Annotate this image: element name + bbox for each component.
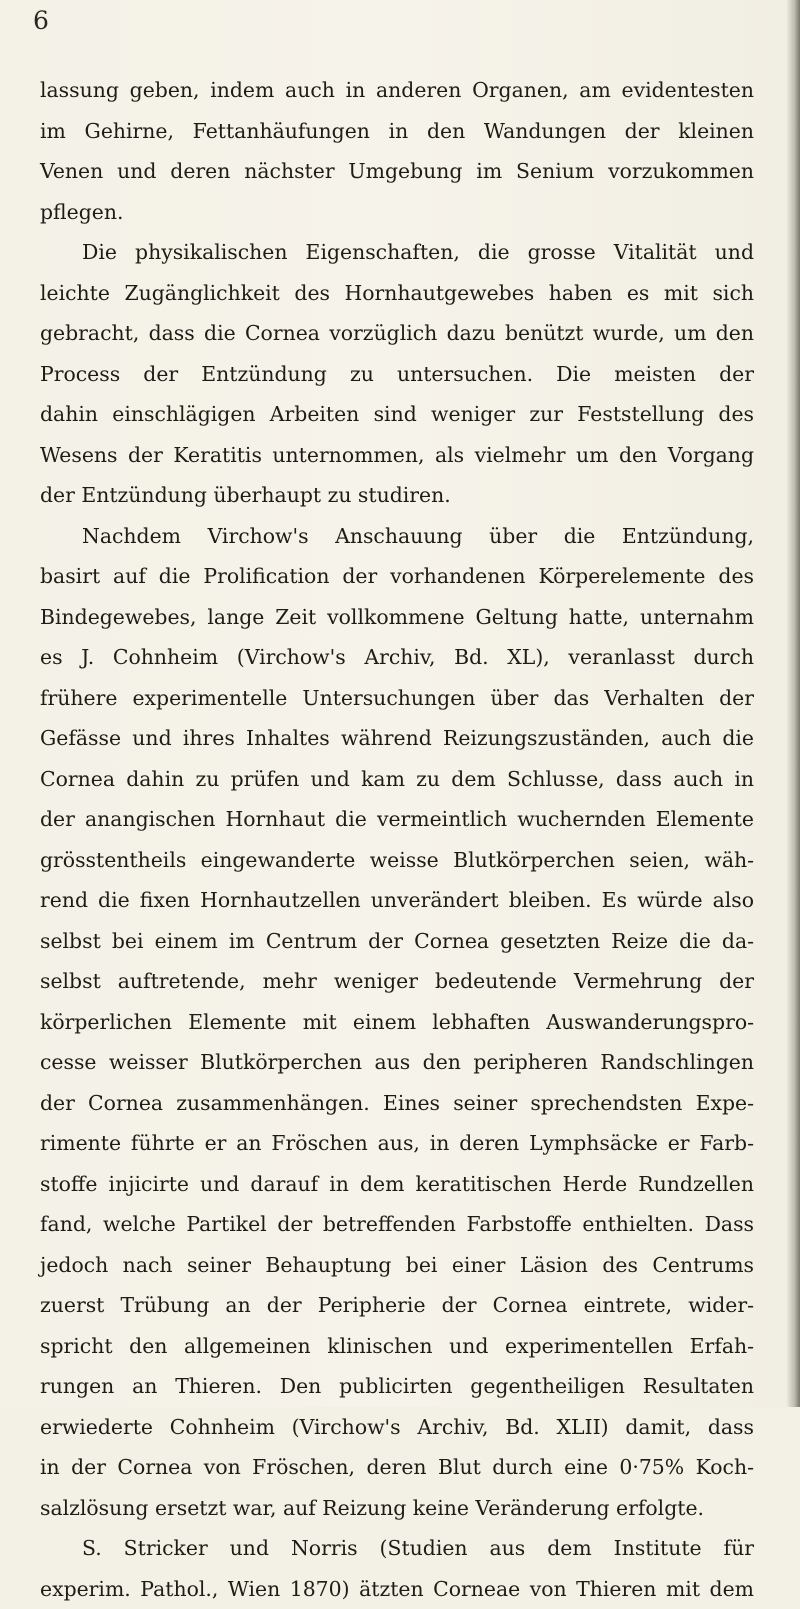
text-line: pflegen. — [40, 192, 754, 233]
text-line: körperlichen Elemente mit einem lebhaften Auswanderungspro- — [40, 1002, 754, 1043]
page-edge-shadow — [786, 0, 800, 1407]
text-line: Nachdem Virchow's Anschauung über die Entzündung, — [40, 516, 754, 557]
text-line: der Entzündung überhaupt zu studiren. — [40, 475, 754, 516]
text-line: Gefässe und ihres Inhaltes während Reizungszuständen, auch die — [40, 718, 754, 759]
text-line: der anangischen Hornhaut die vermeintlich wuchernden Elemente — [40, 799, 754, 840]
text-line: in der Cornea von Fröschen, deren Blut durch eine 0·75% Koch- — [40, 1447, 754, 1488]
text-line: leichte Zugänglichkeit des Hornhautgewebes haben es mit sich — [40, 273, 754, 314]
text-line: erwiederte Cohnheim (Virchow's Archiv, Bd. XLII) damit, dass — [40, 1407, 754, 1448]
text-line: fand, welche Partikel der betreffenden Farbstoffe enthielten. Dass — [40, 1204, 754, 1245]
text-line: jedoch nach seiner Behauptung bei einer Läsion des Centrums — [40, 1245, 754, 1286]
text-line: Bindegewebes, lange Zeit vollkommene Geltung hatte, unternahm — [40, 597, 754, 638]
text-line: Cornea dahin zu prüfen und kam zu dem Schlusse, dass auch in — [40, 759, 754, 800]
body-text — [40, 70, 754, 1609]
text-line: gebracht, dass die Cornea vorzüglich dazu benützt wurde, um den — [40, 313, 754, 354]
text-line: zuerst Trübung an der Peripherie der Cornea eintrete, wider- — [40, 1285, 754, 1326]
text-line: im Gehirne, Fettanhäufungen in den Wandungen der kleinen — [40, 111, 754, 152]
text-line: Die physikalischen Eigenschaften, die grosse Vitalität und — [40, 232, 754, 273]
text-line: rend die fixen Hornhautzellen unverändert bleiben. Es würde also — [40, 880, 754, 921]
text-line: basirt auf die Prolification der vorhandenen Körperelemente des — [40, 556, 754, 597]
text-line: der Cornea zusammenhängen. Eines seiner sprechendsten Expe- — [40, 1083, 754, 1124]
text-line: Venen und deren nächster Umgebung im Senium vorzukommen — [40, 151, 754, 192]
text-line: lassung geben, indem auch in anderen Organen, am evidentesten — [40, 70, 754, 111]
text-line: rimente führte er an Fröschen aus, in deren Lymphsäcke er Farb- — [40, 1123, 754, 1164]
text-line: rungen an Thieren. Den publicirten gegentheiligen Resultaten — [40, 1366, 754, 1407]
text-line: salzlösung ersetzt war, auf Reizung keine Veränderung erfolgte. — [40, 1488, 754, 1529]
text-line: Wesens der Keratitis unternommen, als vielmehr um den Vorgang — [40, 435, 754, 476]
text-line: spricht den allgemeinen klinischen und experimentellen Erfah- — [40, 1326, 754, 1367]
text-line: es J. Cohnheim (Virchow's Archiv, Bd. XL), veranlasst durch — [40, 637, 754, 678]
text-line: grösstentheils eingewanderte weisse Blutkörperchen seien, wäh- — [40, 840, 754, 881]
text-line: Process der Entzündung zu untersuchen. Die meisten der — [40, 354, 754, 395]
text-line: selbst auftretende, mehr weniger bedeutende Vermehrung der — [40, 961, 754, 1002]
text-line: dahin einschlägigen Arbeiten sind weniger zur Feststellung des — [40, 394, 754, 435]
page-number: 6 — [33, 6, 49, 35]
text-line: experim. Pathol., Wien 1870) ätzten Corneae von Thieren mit dem — [40, 1569, 754, 1609]
text-line: frühere experimentelle Untersuchungen über das Verhalten der — [40, 678, 754, 719]
text-line: selbst bei einem im Centrum der Cornea gesetzten Reize die da- — [40, 921, 754, 962]
text-line: cesse weisser Blutkörperchen aus den peripheren Randschlingen — [40, 1042, 754, 1083]
text-line: S. Stricker und Norris (Studien aus dem Institute für — [40, 1528, 754, 1569]
text-line: stoffe injicirte und darauf in dem keratitischen Herde Rundzellen — [40, 1164, 754, 1205]
